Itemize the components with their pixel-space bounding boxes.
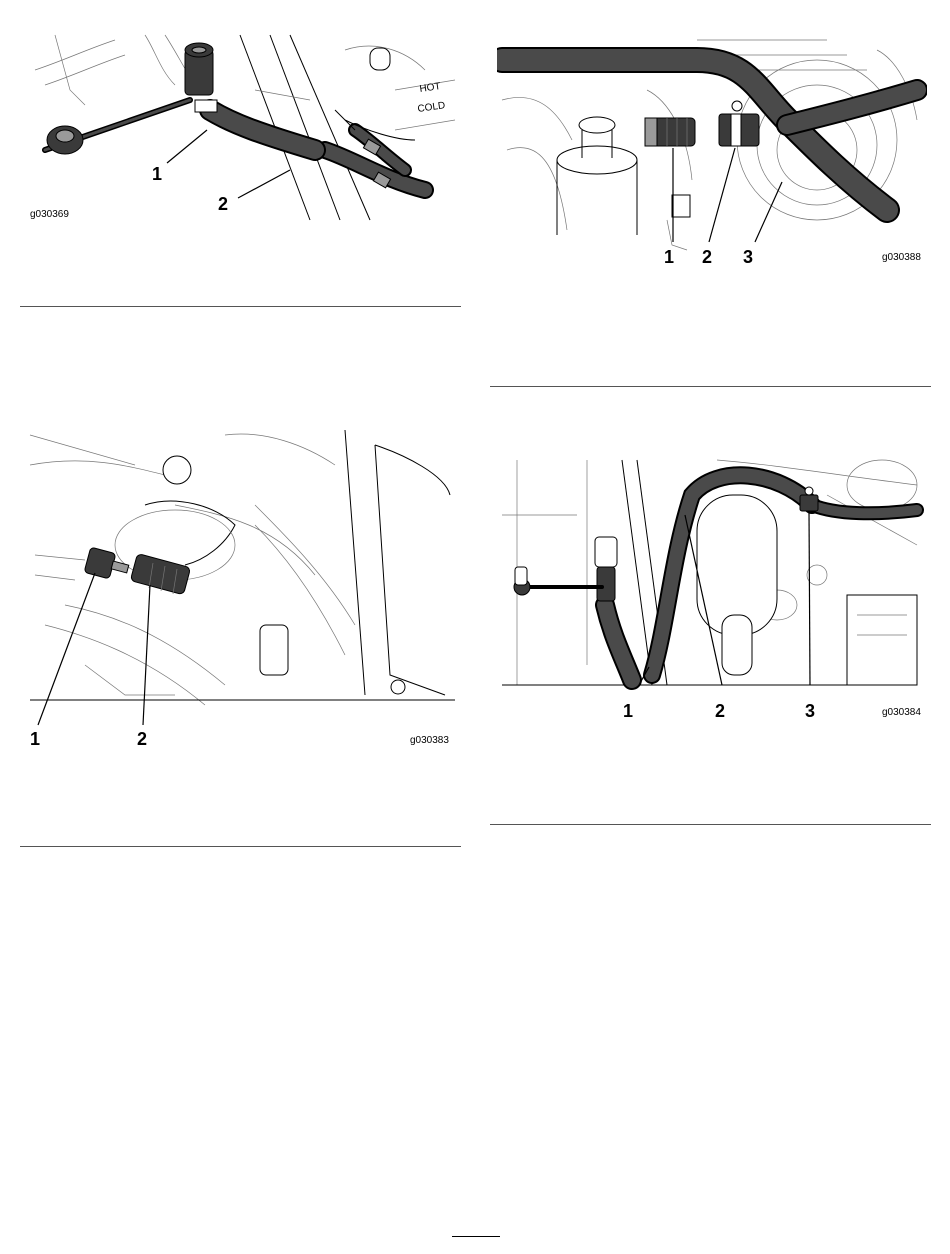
callout-1: 1 bbox=[152, 164, 163, 184]
bolt-shape bbox=[370, 48, 390, 70]
section-divider bbox=[20, 306, 461, 307]
quick-coupler-shape bbox=[595, 537, 617, 567]
figure-g030384-illustration bbox=[497, 455, 927, 720]
callout-3: 3 bbox=[805, 701, 816, 720]
callout-1: 1 bbox=[623, 701, 634, 720]
page-number-rule bbox=[452, 1236, 500, 1237]
leader-1 bbox=[167, 130, 207, 163]
figure-g030388-illustration bbox=[497, 30, 927, 265]
hot-label: HOT bbox=[418, 81, 442, 95]
panel-shape bbox=[847, 595, 917, 685]
leader-2 bbox=[709, 148, 735, 242]
hose-clamp-shape bbox=[800, 495, 818, 511]
leader-3 bbox=[809, 511, 810, 685]
callout-2: 2 bbox=[137, 729, 148, 749]
coupler-clamp-shape bbox=[195, 100, 217, 112]
leader-1 bbox=[38, 573, 95, 725]
leader-3 bbox=[755, 182, 782, 242]
callout-3: 3 bbox=[743, 247, 754, 265]
barbed-fitting-shape bbox=[130, 553, 190, 594]
leader-2 bbox=[238, 170, 290, 198]
figure-g030384 bbox=[497, 455, 927, 720]
figure-code: g030369 bbox=[30, 209, 69, 220]
figure-code: g030384 bbox=[882, 707, 921, 718]
section-divider bbox=[490, 824, 931, 825]
cold-label: COLD bbox=[416, 100, 446, 115]
figure-g030383-illustration bbox=[25, 425, 455, 750]
hose-clamp-shape bbox=[731, 114, 741, 146]
figure-g030369 bbox=[25, 30, 465, 225]
callout-1: 1 bbox=[664, 247, 675, 265]
nut-fitting-shape bbox=[84, 547, 116, 579]
figure-code: g030383 bbox=[410, 735, 449, 746]
figure-code: g030388 bbox=[882, 252, 921, 263]
figure-g030388 bbox=[497, 30, 927, 265]
leader-2 bbox=[143, 585, 150, 725]
bracket-shape bbox=[260, 625, 288, 675]
callout-2: 2 bbox=[715, 701, 726, 720]
figure-g030383 bbox=[25, 425, 455, 750]
fitting-shape bbox=[672, 195, 690, 217]
canister-shape bbox=[697, 495, 777, 635]
callout-1: 1 bbox=[30, 729, 41, 749]
callout-2: 2 bbox=[702, 247, 713, 265]
section-divider bbox=[20, 846, 461, 847]
callout-2: 2 bbox=[218, 194, 229, 214]
section-divider bbox=[490, 386, 931, 387]
knob-shape bbox=[163, 456, 191, 484]
figure-g030369-illustration bbox=[25, 30, 465, 225]
